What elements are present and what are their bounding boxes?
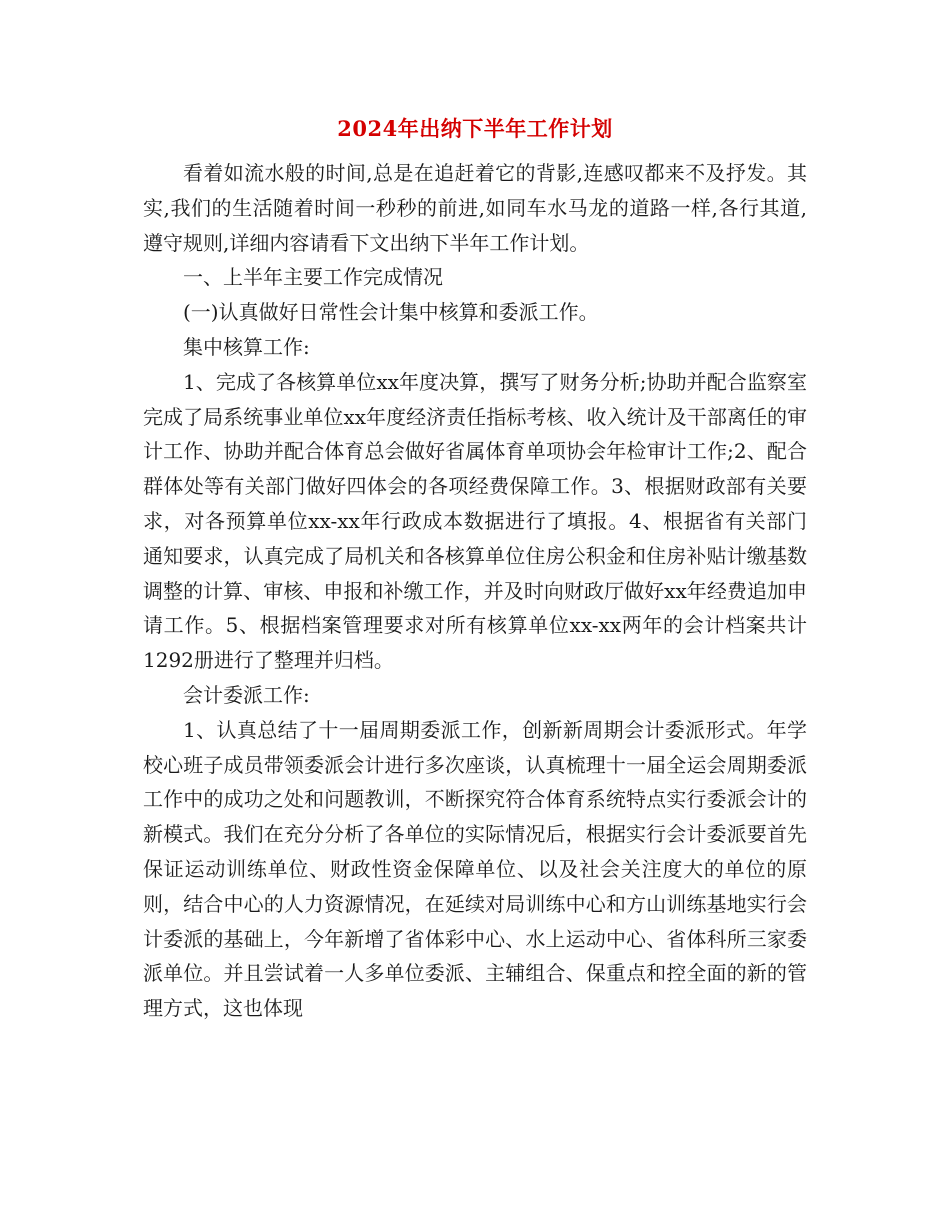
- section-heading: 一、上半年主要工作完成情况: [183, 265, 443, 290]
- subsection-heading: (一)认真做好日常性会计集中核算和委派工作。: [183, 300, 599, 325]
- item-heading-accounting-assignment: 会计委派工作:: [183, 682, 310, 707]
- paragraph-intro: 看着如流水般的时间,总是在追赶着它的背影,连感叹都来不及抒发。其实,我们的生活随着时间一秒秒的前进,如同车水马龙的道路一样,各行其道,遵守规则,详细内容请看下文出纳下半年工作计划。: [143, 161, 807, 255]
- paragraph-accounting-assignment: 1、认真总结了十一届周期委派工作，创新新周期会计委派形式。年学校心班子成员带领委派会计进行多次座谈，认真梳理十一届全运会周期委派工作中的成功之处和问题教训，不断探究符合体育系统特点实行委派会计的新模式。我们在充分分析了各单位的实际情况后，根据实行会计委派要首先保证运动训练单位、财政性资金保障单位、以及社会关注度大的单位的原则，结合中心的人力资源情况，在延续对局训练中心和方山训练基地实行会计委派的基础上，今年新增了省体彩中心、水上运动中心、省体科所三家委派单位。并且尝试着一人多单位委派、主辅组合、保重点和控全面的新的管理方式，这也体现: [143, 717, 807, 1021]
- document-body: [143, 156, 807, 1026]
- document-title: 2024年出纳下半年工作计划: [337, 116, 613, 141]
- item-heading-centralized-accounting: 集中核算工作:: [183, 334, 310, 359]
- paragraph-centralized-accounting: 1、完成了各核算单位xx年度决算，撰写了财务分析;协助并配合监察室完成了局系统事业单位xx年度经济责任指标考核、收入统计及干部离任的审计工作、协助并配合体育总会做好省属体育单项协会年检审计工作;2、配合群体处等有关部门做好四体会的各项经费保障工作。3、根据财政部有关要求，对各预算单位xx-xx年行政成本数据进行了填报。4、根据省有关部门通知要求，认真完成了局机关和各核算单位住房公积金和住房补贴计缴基数调整的计算、审核、申报和补缴工作，并及时向财政厅做好xx年经费追加申请工作。5、根据档案管理要求对所有核算单位xx-xx两年的会计档案共计1292册进行了整理并归档。: [143, 369, 807, 673]
